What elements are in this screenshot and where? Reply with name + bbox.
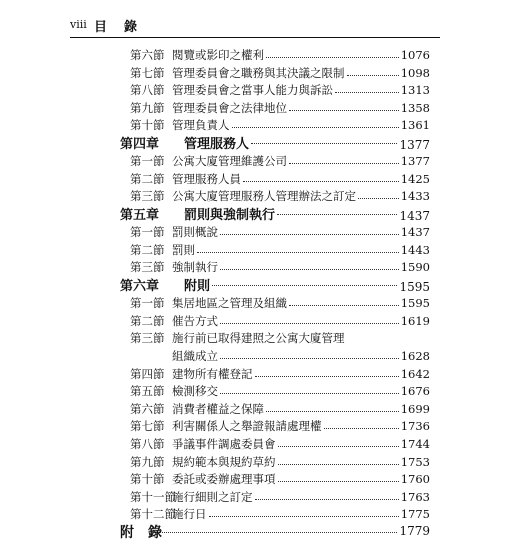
dot-leader	[220, 348, 399, 359]
entry-number: 第十節	[130, 118, 165, 133]
dot-leader	[289, 100, 399, 111]
entry-title: 爭議事件調處委員會	[172, 437, 276, 451]
dot-leader	[347, 65, 399, 76]
entry-title: 施行前已取得建照之公寓大廈管理	[172, 331, 345, 346]
entry-page: 1775	[400, 507, 430, 522]
dot-leader	[220, 383, 399, 394]
entry-leader	[184, 275, 430, 294]
entry-page: 1098	[400, 65, 430, 80]
entry-number: 第六節	[130, 401, 165, 416]
entry-page: 1595	[400, 296, 430, 311]
entry-title: 閱覽或影印之權利	[172, 48, 264, 62]
dot-leader	[289, 295, 399, 306]
entry-number: 第四節	[130, 366, 165, 381]
dot-leader	[220, 259, 399, 270]
entry-title: 管理負責人	[172, 118, 230, 133]
entry-title: 管理委員會之職務與其決議之限制	[172, 65, 345, 80]
entry-number: 第一節	[130, 296, 165, 311]
entry-number: 第十節	[130, 472, 165, 487]
dot-leader	[266, 47, 399, 58]
dot-leader	[255, 366, 399, 377]
entry-number: 第八節	[130, 83, 165, 98]
dot-leader	[251, 133, 397, 144]
entry-page: 1763	[400, 489, 430, 504]
entry-leader	[172, 506, 430, 522]
entry-title: 公寓大廈管理服務人管理辦法之訂定	[172, 189, 356, 204]
entry-number: 第二節	[130, 313, 165, 328]
entry-number: 第一節	[130, 154, 165, 169]
dot-leader	[324, 418, 399, 429]
entry-leader	[172, 224, 430, 240]
entry-leader	[152, 522, 430, 536]
entry-leader	[184, 133, 430, 152]
entry-number: 第六章	[120, 279, 160, 294]
entry-number: 第八節	[130, 437, 165, 451]
entry-title: 強制執行	[172, 260, 218, 275]
entry-leader	[172, 366, 430, 382]
dot-leader	[266, 401, 399, 412]
entry-leader	[172, 100, 430, 116]
entry-number: 第五章	[120, 208, 160, 223]
entry-leader	[172, 313, 430, 329]
entry-title: 消費者權益之保障	[172, 401, 264, 416]
dot-leader	[243, 171, 399, 182]
entry-leader	[172, 188, 430, 204]
entry-title: 附則	[184, 279, 211, 294]
toc-entry-appendix[interactable]	[0, 521, 520, 541]
entry-title: 催告方式	[172, 313, 218, 328]
entry-number: 第一節	[130, 225, 165, 240]
dot-leader	[220, 224, 399, 235]
entry-page: 1313	[400, 83, 430, 98]
entry-page: 1676	[400, 384, 430, 399]
entry-number: 第三節	[130, 260, 165, 275]
entry-page: 1425	[400, 171, 430, 186]
entry-number: 第二節	[130, 171, 165, 186]
entry-title: 管理委員會之法律地位	[172, 100, 287, 115]
entry-number: 第六節	[130, 48, 165, 62]
header-rule	[70, 37, 440, 38]
entry-number: 第二節	[130, 242, 165, 257]
toc-entry-chapter[interactable]	[0, 132, 520, 152]
entry-page: 1595	[399, 280, 430, 294]
entry-page: 1358	[400, 100, 430, 115]
entry-leader	[172, 436, 430, 452]
entry-leader	[172, 65, 430, 81]
entry-number: 第七節	[130, 419, 165, 434]
entry-page: 1744	[400, 437, 430, 451]
entry-title-continued: 組織成立	[172, 349, 218, 363]
entry-title: 管理服務人	[184, 137, 250, 152]
entry-leader	[172, 489, 430, 505]
entry-leader	[172, 242, 430, 258]
dot-leader	[278, 454, 399, 465]
entry-leader	[172, 47, 430, 63]
entry-page: 1619	[400, 313, 430, 328]
entry-number: 第七節	[130, 65, 165, 80]
entry-title: 罰則	[172, 242, 195, 257]
entry-title: 罰則與強制執行	[184, 208, 276, 223]
entry-title: 公寓大廈管理維護公司	[172, 154, 287, 169]
dot-leader	[277, 204, 397, 215]
entry-title: 管理委員會之當事人能力與訴訟	[172, 83, 333, 98]
entry-page: 1377	[399, 138, 430, 152]
entry-title: 檢測移交	[172, 384, 218, 399]
entry-number: 第十一節	[130, 489, 176, 504]
entry-page: 1760	[400, 472, 430, 487]
entry-title: 建物所有權登記	[172, 366, 253, 381]
entry-page: 1443	[400, 242, 430, 257]
entry-page: 1642	[400, 366, 430, 381]
entry-leader	[172, 295, 430, 311]
dot-leader	[197, 242, 399, 253]
toc-entry-chapter[interactable]	[0, 203, 520, 223]
entry-number: 第五節	[130, 384, 165, 399]
dot-leader	[255, 489, 399, 500]
dot-leader	[289, 153, 399, 164]
entry-leader	[172, 171, 430, 187]
entry-title: 管理服務人員	[172, 171, 241, 186]
page-number: viii	[70, 18, 87, 31]
entry-title: 施行日	[172, 507, 207, 522]
entry-page: 1433	[400, 189, 430, 204]
dot-leader	[154, 522, 397, 533]
entry-number: 第九節	[130, 454, 165, 469]
entry-page: 1361	[400, 118, 430, 133]
dot-leader	[335, 82, 399, 93]
dot-leader	[209, 506, 399, 517]
entry-title: 委託或委辦處理事項	[172, 472, 276, 487]
entry-leader	[172, 82, 430, 98]
dot-leader	[278, 471, 399, 482]
entry-leader	[172, 153, 430, 169]
dot-leader	[278, 436, 399, 447]
entry-title: 罰則概說	[172, 225, 218, 240]
dot-leader	[212, 275, 397, 286]
entry-leader	[172, 471, 430, 487]
entry-leader	[172, 454, 430, 470]
entry-number: 第三節	[130, 189, 165, 204]
entry-leader	[184, 204, 430, 223]
dot-leader	[220, 313, 399, 324]
entry-page: 1779	[399, 524, 430, 538]
entry-leader	[172, 383, 430, 399]
entry-title: 施行細則之訂定	[172, 489, 253, 504]
entry-page: 1699	[400, 401, 430, 416]
entry-page: 1437	[400, 225, 430, 240]
entry-leader	[172, 418, 430, 434]
toc-entry-chapter[interactable]	[0, 274, 520, 294]
entry-title: 集居地區之管理及組織	[172, 296, 287, 311]
dot-leader	[232, 117, 399, 128]
entry-page: 1753	[400, 454, 430, 469]
entry-leader	[172, 259, 430, 275]
entry-number: 第四章	[120, 137, 160, 152]
entry-leader	[172, 348, 430, 364]
entry-number: 第九節	[130, 100, 165, 115]
entry-page: 1590	[400, 260, 430, 275]
entry-page: 1437	[399, 209, 430, 223]
entry-page: 1076	[400, 48, 430, 62]
entry-leader	[172, 401, 430, 417]
entry-number: 附錄	[120, 525, 176, 541]
entry-title: 規約範本與規約草約	[172, 454, 276, 469]
entry-number: 第三節	[130, 331, 165, 346]
page-title: 目 錄	[94, 20, 140, 35]
entry-page: 1736	[400, 419, 430, 434]
entry-page: 1628	[400, 349, 430, 363]
dot-leader	[358, 188, 399, 199]
entry-title: 利害關係人之舉證報請處理權	[172, 419, 322, 434]
entry-page: 1377	[400, 154, 430, 169]
page-header	[70, 14, 440, 38]
entry-leader	[172, 117, 430, 133]
entry-number: 第十二節	[130, 507, 176, 522]
